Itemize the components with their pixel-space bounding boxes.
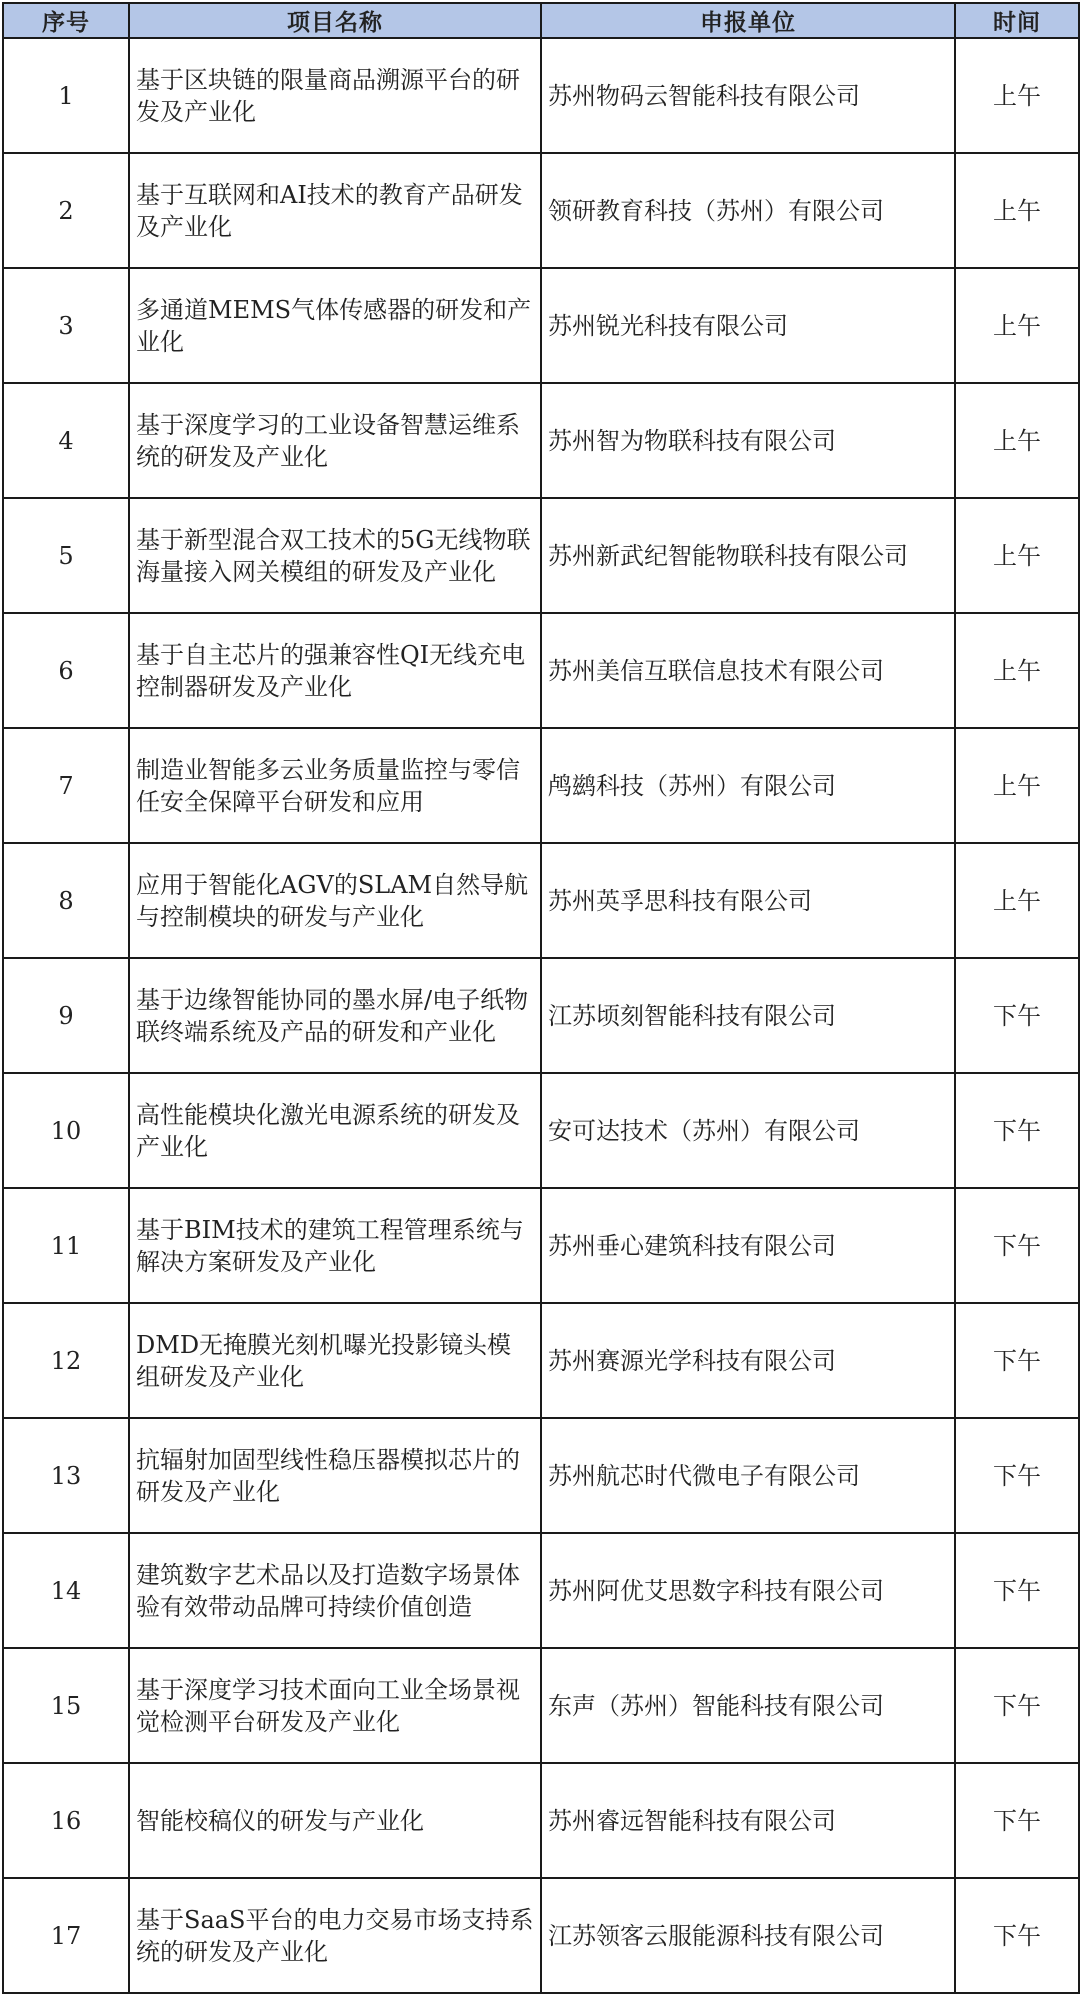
applicant-unit-cell: 领研教育科技（苏州）有限公司 xyxy=(541,153,955,268)
applicant-unit-cell: 苏州阿优艾思数字科技有限公司 xyxy=(541,1533,955,1648)
table-body xyxy=(3,38,1079,1993)
header-row xyxy=(3,3,1079,38)
row-number-cell: 15 xyxy=(3,1648,129,1763)
project-name-cell: 基于互联网和AI技术的教育产品研发及产业化 xyxy=(129,153,541,268)
time-cell: 上午 xyxy=(955,38,1079,153)
table-row xyxy=(3,1648,1079,1763)
table-row xyxy=(3,38,1079,153)
row-number-cell: 14 xyxy=(3,1533,129,1648)
time-cell: 上午 xyxy=(955,153,1079,268)
project-table xyxy=(2,2,1080,1994)
row-number-cell: 1 xyxy=(3,38,129,153)
row-number-cell: 7 xyxy=(3,728,129,843)
table-row xyxy=(3,1533,1079,1648)
table-row xyxy=(3,843,1079,958)
project-name-cell: 建筑数字艺术品以及打造数字场景体验有效带动品牌可持续价值创造 xyxy=(129,1533,541,1648)
time-cell: 下午 xyxy=(955,1533,1079,1648)
project-name-cell: 制造业智能多云业务质量监控与零信任安全保障平台研发和应用 xyxy=(129,728,541,843)
table-row xyxy=(3,1073,1079,1188)
project-name-cell: 基于自主芯片的强兼容性QI无线充电控制器研发及产业化 xyxy=(129,613,541,728)
project-name-cell: 智能校稿仪的研发与产业化 xyxy=(129,1763,541,1878)
applicant-unit-cell: 苏州垂心建筑科技有限公司 xyxy=(541,1188,955,1303)
header-project-name: 项目名称 xyxy=(129,3,541,38)
time-cell: 上午 xyxy=(955,613,1079,728)
project-name-cell: 基于新型混合双工技术的5G无线物联海量接入网关模组的研发及产业化 xyxy=(129,498,541,613)
row-number-cell: 9 xyxy=(3,958,129,1073)
project-name-cell: 基于BIM技术的建筑工程管理系统与解决方案研发及产业化 xyxy=(129,1188,541,1303)
header-no: 序号 xyxy=(3,3,129,38)
table-row xyxy=(3,1878,1079,1993)
project-name-cell: 基于SaaS平台的电力交易市场支持系统的研发及产业化 xyxy=(129,1878,541,1993)
applicant-unit-cell: 苏州智为物联科技有限公司 xyxy=(541,383,955,498)
table-row xyxy=(3,1303,1079,1418)
header-applicant-unit: 申报单位 xyxy=(541,3,955,38)
applicant-unit-cell: 苏州锐光科技有限公司 xyxy=(541,268,955,383)
table-row xyxy=(3,268,1079,383)
project-name-cell: 基于区块链的限量商品溯源平台的研发及产业化 xyxy=(129,38,541,153)
table-row xyxy=(3,1418,1079,1533)
row-number-cell: 17 xyxy=(3,1878,129,1993)
project-name-cell: 高性能模块化激光电源系统的研发及产业化 xyxy=(129,1073,541,1188)
table-row xyxy=(3,1763,1079,1878)
row-number-cell: 5 xyxy=(3,498,129,613)
row-number-cell: 13 xyxy=(3,1418,129,1533)
table-row xyxy=(3,153,1079,268)
time-cell: 上午 xyxy=(955,843,1079,958)
time-cell: 上午 xyxy=(955,728,1079,843)
time-cell: 下午 xyxy=(955,1878,1079,1993)
time-cell: 下午 xyxy=(955,1763,1079,1878)
applicant-unit-cell: 苏州物码云智能科技有限公司 xyxy=(541,38,955,153)
project-name-cell: 基于边缘智能协同的墨水屏/电子纸物联终端系统及产品的研发和产业化 xyxy=(129,958,541,1073)
applicant-unit-cell: 苏州新武纪智能物联科技有限公司 xyxy=(541,498,955,613)
table-row xyxy=(3,498,1079,613)
row-number-cell: 11 xyxy=(3,1188,129,1303)
row-number-cell: 2 xyxy=(3,153,129,268)
table-row xyxy=(3,728,1079,843)
project-name-cell: DMD无掩膜光刻机曝光投影镜头模组研发及产业化 xyxy=(129,1303,541,1418)
time-cell: 下午 xyxy=(955,1073,1079,1188)
project-name-cell: 应用于智能化AGV的SLAM自然导航与控制模块的研发与产业化 xyxy=(129,843,541,958)
time-cell: 上午 xyxy=(955,268,1079,383)
applicant-unit-cell: 苏州航芯时代微电子有限公司 xyxy=(541,1418,955,1533)
time-cell: 下午 xyxy=(955,1418,1079,1533)
time-cell: 下午 xyxy=(955,958,1079,1073)
row-number-cell: 12 xyxy=(3,1303,129,1418)
table-row xyxy=(3,958,1079,1073)
applicant-unit-cell: 安可达技术（苏州）有限公司 xyxy=(541,1073,955,1188)
row-number-cell: 4 xyxy=(3,383,129,498)
row-number-cell: 6 xyxy=(3,613,129,728)
time-cell: 下午 xyxy=(955,1648,1079,1763)
applicant-unit-cell: 江苏领客云服能源科技有限公司 xyxy=(541,1878,955,1993)
applicant-unit-cell: 苏州赛源光学科技有限公司 xyxy=(541,1303,955,1418)
row-number-cell: 16 xyxy=(3,1763,129,1878)
time-cell: 上午 xyxy=(955,498,1079,613)
project-name-cell: 抗辐射加固型线性稳压器模拟芯片的研发及产业化 xyxy=(129,1418,541,1533)
row-number-cell: 10 xyxy=(3,1073,129,1188)
applicant-unit-cell: 东声（苏州）智能科技有限公司 xyxy=(541,1648,955,1763)
applicant-unit-cell: 鸬鹚科技（苏州）有限公司 xyxy=(541,728,955,843)
project-name-cell: 多通道MEMS气体传感器的研发和产业化 xyxy=(129,268,541,383)
row-number-cell: 8 xyxy=(3,843,129,958)
applicant-unit-cell: 苏州英孚思科技有限公司 xyxy=(541,843,955,958)
time-cell: 下午 xyxy=(955,1188,1079,1303)
project-table-sheet xyxy=(2,2,1078,1988)
table-row xyxy=(3,1188,1079,1303)
project-name-cell: 基于深度学习的工业设备智慧运维系统的研发及产业化 xyxy=(129,383,541,498)
project-name-cell: 基于深度学习技术面向工业全场景视觉检测平台研发及产业化 xyxy=(129,1648,541,1763)
table-header xyxy=(3,3,1079,38)
table-row xyxy=(3,613,1079,728)
header-time: 时间 xyxy=(955,3,1079,38)
time-cell: 下午 xyxy=(955,1303,1079,1418)
time-cell: 上午 xyxy=(955,383,1079,498)
table-row xyxy=(3,383,1079,498)
applicant-unit-cell: 江苏顷刻智能科技有限公司 xyxy=(541,958,955,1073)
applicant-unit-cell: 苏州睿远智能科技有限公司 xyxy=(541,1763,955,1878)
row-number-cell: 3 xyxy=(3,268,129,383)
applicant-unit-cell: 苏州美信互联信息技术有限公司 xyxy=(541,613,955,728)
